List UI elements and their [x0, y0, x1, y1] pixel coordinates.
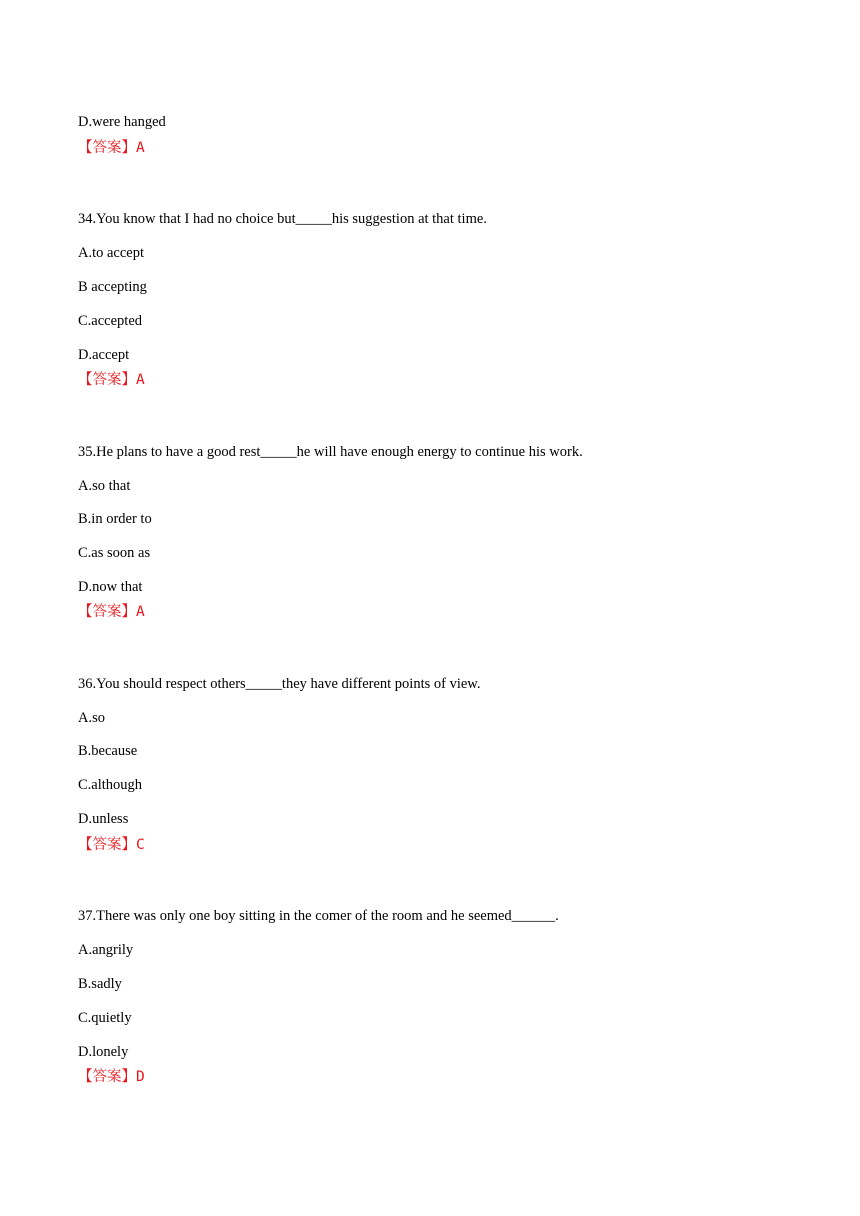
- option-d: D.now that: [78, 579, 143, 595]
- option-a: A.angrily: [78, 942, 134, 958]
- question-stem: 37.There was only one boy sitting in the comer of the room and he seemed______.: [78, 908, 559, 924]
- option-d: D.unless: [78, 811, 129, 827]
- option-b: B.in order to: [78, 511, 152, 527]
- option-d: D.lonely: [78, 1044, 129, 1060]
- option-d: D.were hanged: [78, 114, 166, 130]
- answer-label: 【答案】A: [78, 604, 145, 620]
- option-b: B accepting: [78, 279, 147, 295]
- option-b: B.sadly: [78, 976, 122, 992]
- option-c: C.as soon as: [78, 545, 151, 561]
- answer-label: 【答案】C: [78, 837, 145, 853]
- question-stem: 36.You should respect others_____they have different points of view.: [78, 676, 481, 692]
- option-c: C.although: [78, 777, 143, 793]
- answer-label: 【答案】D: [78, 1069, 145, 1085]
- option-c: C.accepted: [78, 313, 143, 329]
- option-a: A.so: [78, 710, 105, 726]
- answer-label: 【答案】A: [78, 140, 145, 156]
- option-a: A.to accept: [78, 245, 145, 261]
- option-d: D.accept: [78, 347, 130, 363]
- question-stem: 35.He plans to have a good rest_____he will have enough energy to continue his work.: [78, 444, 583, 460]
- option-b: B.because: [78, 743, 138, 759]
- option-c: C.quietly: [78, 1010, 132, 1026]
- question-stem: 34.You know that I had no choice but_____his suggestion at that time.: [78, 211, 487, 227]
- option-a: A.so that: [78, 478, 131, 494]
- answer-label: 【答案】A: [78, 372, 145, 388]
